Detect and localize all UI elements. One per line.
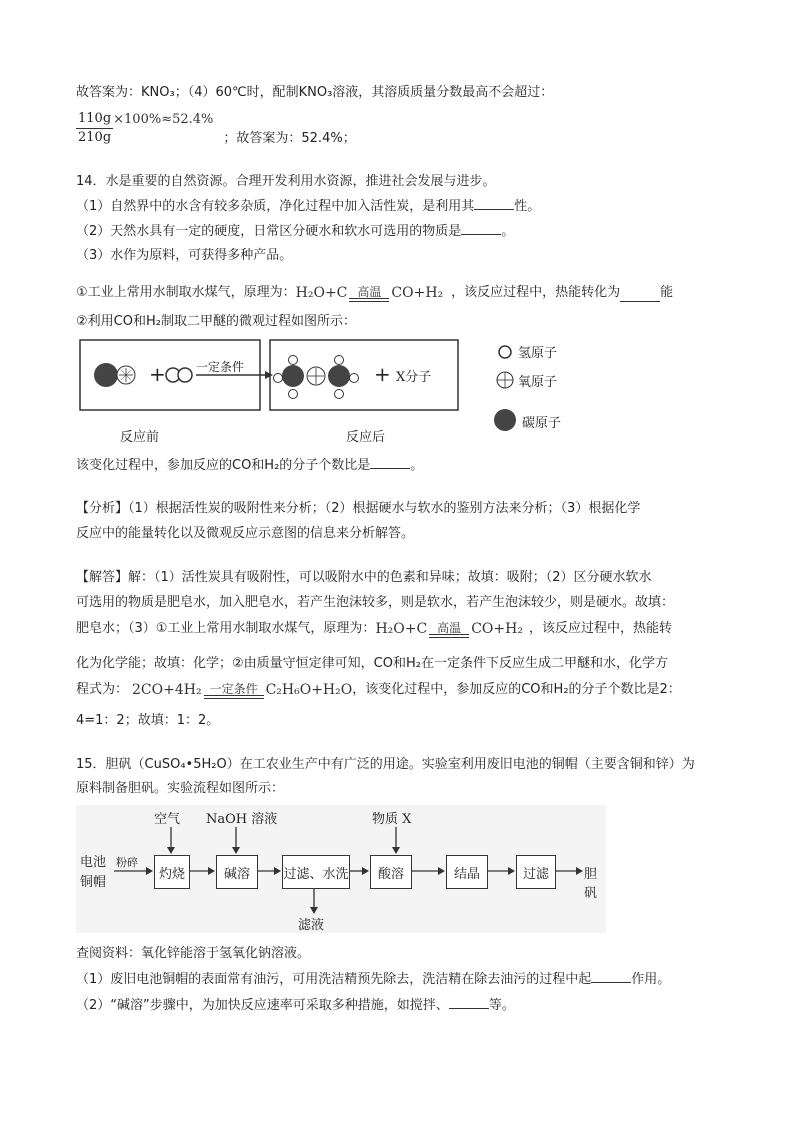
hydrogen-atom [178,368,192,382]
fraction-rest: ×100%≈52.4% [113,112,214,127]
analysis-line-1: 【分析】（1）根据活性炭的吸附性来分析；（2）根据硬水与软水的鉴别方法来分析；（3）根据化学 [76,501,641,516]
flow-grind: 粉碎 [116,856,138,869]
legend-carbon [494,409,516,431]
carbon-atom [282,365,304,387]
q14-part3-1-text: ①工业上常用水制取水煤气，原理为： [76,285,296,300]
solution-line-4: 化为化学能；故填：化学；②由质量守恒定律可知，CO和H₂在一定条件下反应生成二甲醚和水，化学方 [76,656,668,671]
solution-line-2: 可选用的物质是肥皂水，加入肥皂水，若产生泡沫较多，则是软水，若产生泡沫较少，则是硬水。故填： [76,595,675,610]
q15-title-1: 15．胆矾（CuSO₄•5H₂O）在工农业生产中有广泛的用途。实验室利用废旧电池的铜帽（主要含铜和锌）为 [76,757,695,772]
q15-part1 [76,970,670,989]
fraction-numerator: 110g [76,110,113,129]
answer-blank[interactable] [370,456,410,469]
flow-naoh: NaOH 溶液 [206,812,278,827]
answer-line-1 [76,84,553,102]
plus-sign: + [149,362,166,386]
fraction-denominator: 210g [78,129,112,145]
flow-box-crystallize: 结晶 [446,855,488,889]
micro-diagram [78,338,568,448]
eq2-right: C₂H₆O+H₂O [265,682,353,698]
eq2-condition-text: 一定条件 [209,682,258,696]
solution-line-3 [76,620,672,638]
eq1-right: CO+H₂ [471,621,523,637]
answer-text-2: ；故答案为：52.4%； [223,131,356,146]
solution-line-5-text: 程式为： [76,682,129,697]
legend-carbon-label: 碳原子 [522,416,562,431]
q15-part2-end: 等。 [488,998,515,1013]
flow-box-filter: 过滤 [516,855,556,889]
q15-title-2: 原料制备胆矾。实验流程如图所示： [76,781,285,796]
answer-line-2 [76,108,356,148]
q14-part3-2: ②利用CO和H₂制取二甲醚的微观过程如图所示： [76,314,356,329]
eq1-right: CO+H₂ [391,285,444,301]
q15-reference: 查阅资料：氧化锌能溶于氢氧化钠溶液。 [76,946,311,961]
flow-box-acid: 酸溶 [370,855,412,889]
legend-oxygen-label: 氧原子 [518,375,558,390]
flow-substance-x: 物质 X [372,812,412,827]
q14-ratio-end: 。 [410,458,424,473]
flow-box-roast: 灼烧 [154,855,190,889]
eq2-condition [204,683,264,699]
carbon-atom [94,363,118,387]
fraction [76,110,113,147]
plus-sign: + [374,362,391,386]
analysis-line-2: 反应中的能量转化以及微观反应示意图的信息来分析解答。 [76,526,415,541]
q14-part3-1-end: 能 [660,285,674,300]
flow-air: 空气 [154,812,181,827]
q14-ratio-text: 该变化过程中，参加反应的CO和H₂的分子个数比是 [76,458,371,473]
legend-hydrogen [499,346,511,358]
solution-line-1: 【解答】解：（1）活性炭具有吸附性，可以吸附水中的色素和异味；故填：吸附；（2）区分硬水软水 [76,570,652,585]
eq1-condition-text: 高温 [357,285,382,299]
q14-title: 14．水是重要的自然资源。合理开发利用水资源，推进社会发展与进步。 [76,174,496,189]
answer-blank[interactable] [449,996,489,1009]
eq1-left: H₂O+C [295,285,348,301]
eq1-bar [429,634,469,638]
before-label: 反应前 [120,430,160,445]
q14-part3: （3）水作为原料，可获得多种产品。 [76,248,293,263]
q14-part3-1-text-b: ，该反应过程中，热能转化为 [451,285,621,300]
equation-1-repeat [375,620,523,638]
carbon-atom [328,365,350,387]
q14-part1-text: （1）自然界中的水含有较多杂质，净化过程中加入活性炭，是利用其 [76,199,475,214]
solution-line-5 [76,681,681,699]
x-molecule-label: X分子 [396,370,432,385]
q15-part1-end: 作用。 [631,972,671,987]
flow-start-2: 铜帽 [80,875,107,890]
q14-part1 [76,197,540,216]
eq1-condition [429,622,469,638]
solution-line-3-text: 肥皂水；（3）①工业上常用水制取水煤气，原理为： [76,621,376,636]
q14-part2-end: 。 [501,224,515,239]
q14-part3-1 [76,284,673,302]
q15-part2-text: （2）“碱溶”步骤中，为加快反应速率可采取多种措施，如搅拌、 [76,998,449,1013]
solution-line-3-end: ，该反应过程中，热能转 [528,621,672,636]
q15-part2 [76,996,515,1015]
eq1-condition [349,286,389,302]
answer-blank[interactable] [461,222,501,235]
q14-part2 [76,222,514,241]
eq2-left: 2CO+4H₂ [132,682,202,698]
flow-box-filter-wash: 过滤、水洗 [282,855,350,889]
legend-hydrogen-label: 氢原子 [518,346,558,361]
answer-blank[interactable] [620,289,660,302]
flow-start-1: 电池 [80,855,107,870]
after-label: 反应后 [346,430,386,445]
eq1-condition-text: 高温 [437,621,462,635]
flow-box-alkali: 碱溶 [216,855,258,889]
eq1-left: H₂O+C [375,621,428,637]
q15-part1-text: （1）废旧电池铜帽的表面常有油污，可用洗洁精预先除去，洗洁精在除去油污的过程中起 [76,972,592,987]
arrow-label: 一定条件 [196,360,245,374]
q14-part3-3 [76,456,423,475]
equation-1 [296,284,444,302]
answer-blank[interactable] [474,197,514,210]
equation-2 [132,681,352,699]
q14-part2-text: （2）天然水具有一定的硬度，日常区分硬水和软水可选用的物质是 [76,224,462,239]
flow-diagram [76,805,606,933]
answer-text: 故答案为：KNO₃；（4）60℃时，配制KNO₃溶液，其溶质质量分数最高不会超过： [76,85,554,100]
solution-line-6: 4=1：2；故填：1：2。 [76,713,220,728]
eq1-bar [349,298,389,302]
q14-part1-end: 性。 [514,199,541,214]
eq2-bar [204,695,264,699]
flow-end: 胆矾 [584,867,598,901]
solution-line-5-end: ，该变化过程中，参加反应的CO和H₂的分子个数比是2： [352,682,681,697]
answer-blank[interactable] [591,970,631,983]
flow-filtrate: 滤液 [298,918,325,933]
